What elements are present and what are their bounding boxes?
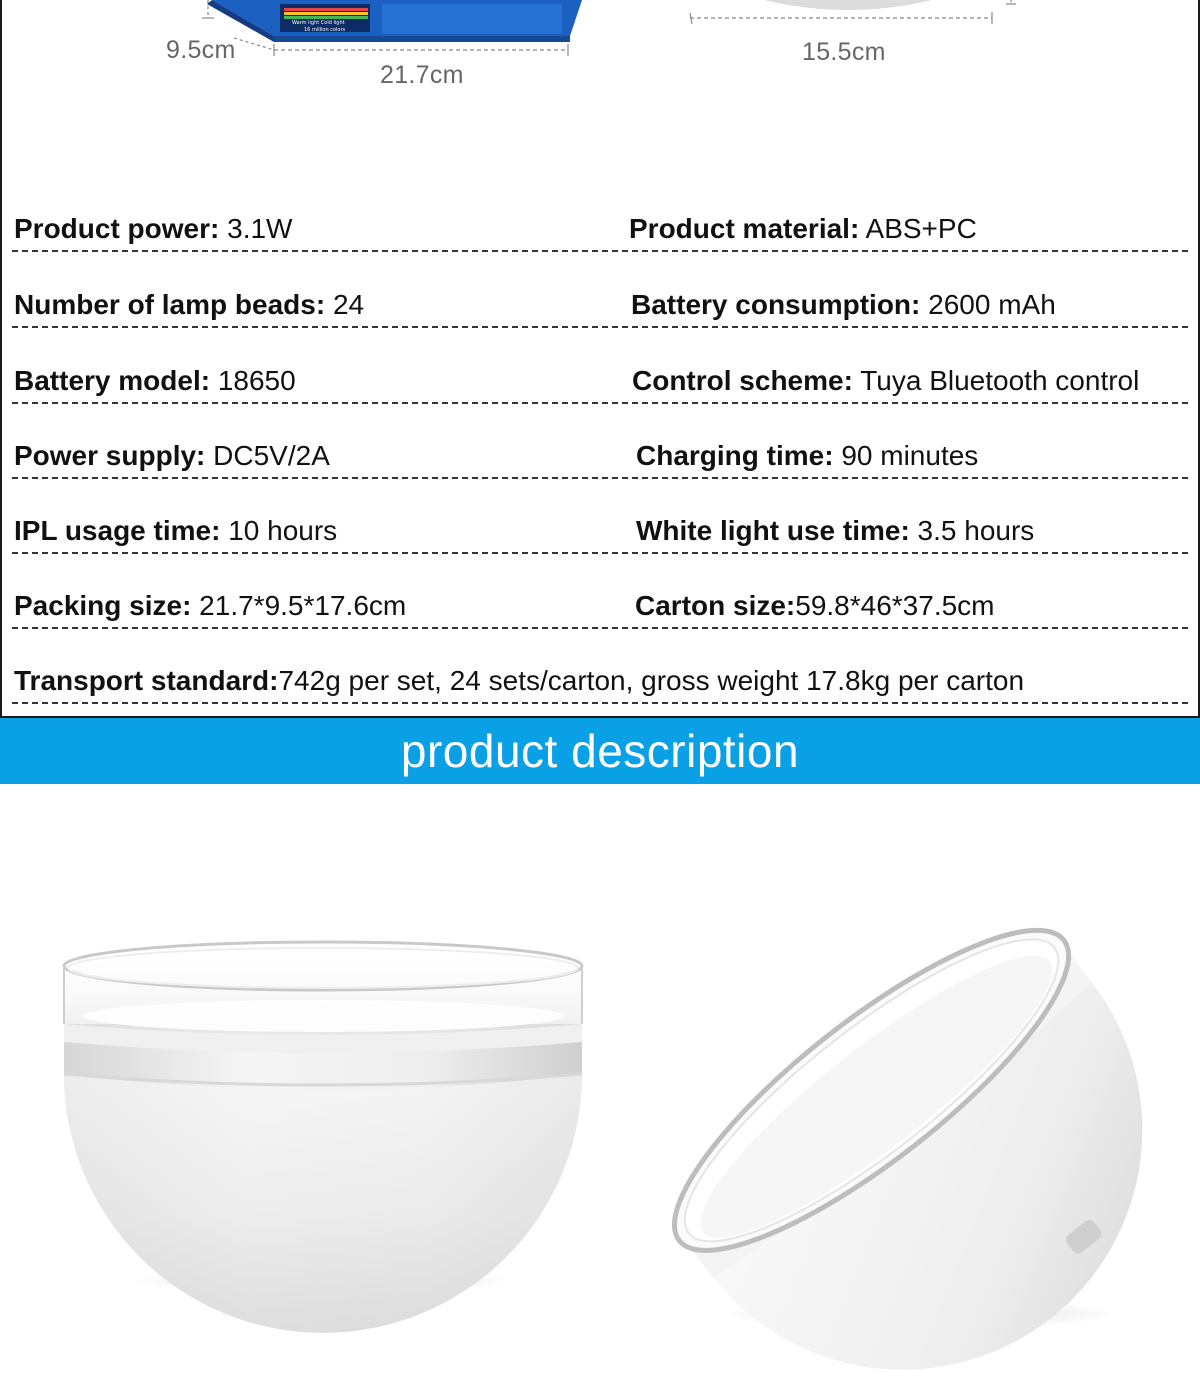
spec-value: 3.5 hours: [909, 515, 1035, 546]
spec-key: IPL usage time:: [14, 515, 221, 546]
spec-item: [14, 212, 292, 246]
box-print-line1: Warm light Cold light: [292, 20, 345, 26]
spec-value: DC5V/2A: [205, 440, 330, 471]
spec-value: 2600 mAh: [920, 289, 1056, 320]
box-width-label: 21.7cm: [380, 61, 464, 89]
spec-key: White light use time:: [636, 515, 910, 546]
spec-row: [12, 589, 1188, 629]
spec-key: Battery consumption:: [631, 289, 921, 320]
spec-item: [14, 664, 1024, 698]
section-title: product description: [400, 725, 800, 777]
spec-key: Number of lamp beads:: [14, 289, 326, 320]
box-depth-label: 9.5cm: [166, 36, 236, 64]
spec-row: [12, 364, 1188, 404]
spec-item: [635, 589, 995, 623]
spec-value: 90 minutes: [833, 440, 979, 471]
spec-item: [14, 364, 296, 398]
dimension-drawings: [2, 0, 1198, 190]
spec-item: [14, 514, 337, 548]
lamp-dimension-image: [690, 0, 1016, 24]
spec-key: Charging time:: [636, 440, 834, 471]
spec-value: 24: [325, 289, 365, 320]
lamp-tilted-image: [618, 885, 1200, 1379]
spec-item: [14, 589, 406, 623]
lamp-upright-image: [64, 942, 582, 1333]
spec-key: Product power:: [14, 213, 220, 244]
spec-key: Transport standard:: [14, 665, 279, 696]
gift-box-image: [207, 0, 582, 42]
spec-value: Tuya Bluetooth control: [852, 365, 1140, 396]
spec-value: 59.8*46*37.5cm: [795, 590, 995, 621]
spec-value: 21.7*9.5*17.6cm: [191, 590, 407, 621]
spec-key: Packing size:: [14, 590, 192, 621]
spec-row: [12, 288, 1188, 328]
spec-item: [632, 364, 1139, 398]
spec-row: [12, 664, 1188, 704]
spec-row: [12, 514, 1188, 554]
spec-key: Control scheme:: [632, 365, 853, 396]
box-print-line2: 16 million colors: [304, 27, 346, 33]
spec-value: ABS+PC: [859, 213, 977, 244]
spec-value: 742g per set, 24 sets/carton, gross weight 17.8kg per carton: [278, 665, 1025, 696]
product-photos: [0, 784, 1200, 1379]
spec-item: [14, 439, 330, 473]
spec-item: [636, 439, 978, 473]
spec-item: [636, 514, 1034, 548]
spec-item: [631, 288, 1056, 322]
spec-value: 3.1W: [219, 213, 293, 244]
spec-key: Product material:: [629, 213, 860, 244]
spec-value: 10 hours: [220, 515, 338, 546]
spec-key: Carton size:: [635, 590, 796, 621]
spec-value: 18650: [210, 365, 296, 396]
spec-key: Power supply:: [14, 440, 206, 471]
lamp-diameter-label: 15.5cm: [802, 38, 886, 66]
section-banner: [0, 718, 1200, 784]
spec-item: [629, 212, 977, 246]
spec-item: [14, 288, 364, 322]
spec-row: [12, 439, 1188, 479]
spec-row: [12, 212, 1188, 252]
spec-key: Battery model:: [14, 365, 211, 396]
